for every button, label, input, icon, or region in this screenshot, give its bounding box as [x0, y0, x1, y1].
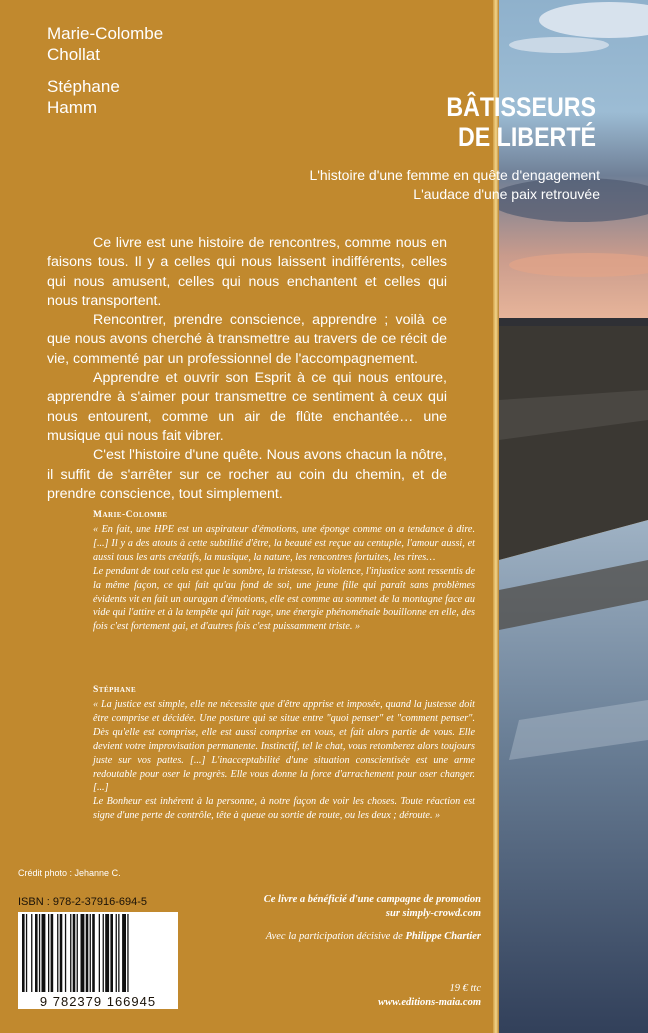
quote-1-paragraph: « En fait, une HPE est un aspirateur d'émotions, une éponge comme on a tendance à dire. [...] Il y a des atouts à cette subtilité d'être, la beauté est reçue au centuple, l'amour aussi, et aussi tous les arts créatifs, la musique, la nature, les rencontres fortuites, les rires… — [93, 524, 475, 563]
barcode-bar — [73, 914, 76, 992]
barcode-bar — [92, 914, 95, 992]
barcode-bar — [116, 914, 117, 992]
barcode-bar — [39, 914, 40, 992]
blurb-paragraph: C'est l'histoire d'une quête. Nous avons chacun la nôtre, il suffit de s'arrêter sur ce rocher au coin du chemin, et de prendre conscience, tout simplement. — [47, 447, 447, 502]
quote-2-paragraph: « La justice est simple, elle ne nécessite que d'être apprise et imposée, quand la justesse doit être comprise et décidée. Une posture qui se situe entre "quoi penser" et "comment penser". Dès qu'elle est comprise, elle est aussi comprise en vous, et fait alors partie de vous. Elle devient votre improvisation permanente. Instinctif, tel le chat, vous retomberez alors toujours juste sur vos pattes. [...] L'inacceptabilité d'une situation conscientisée est une arme redoutable pour oser le progrès. Elle vous donne la force d'arrachement pour oser changer. [...] — [93, 699, 475, 794]
barcode-bar — [81, 914, 85, 992]
barcode-bar — [70, 914, 71, 992]
subtitle-line-1: L'histoire d'une femme en quête d'engagement — [309, 167, 600, 183]
author-2-last: Hamm — [47, 98, 98, 117]
participation-name: Philippe Chartier — [405, 931, 481, 942]
price: 19 € ttc — [449, 983, 481, 994]
isbn: ISBN : 978-2-37916-694-5 — [18, 896, 148, 908]
photo-credit: Crédit photo : Jehanne C. — [18, 868, 121, 878]
author-1-last: Chollat — [47, 45, 100, 64]
barcode-bar — [51, 914, 54, 992]
quote-2-paragraph: Le Bonheur est inhérent à la personne, à notre façon de voir les choses. Toute réaction est signe d'une perte de contrôle, tête à queue ou sortie de route, ou les deux ; déroute. » — [93, 796, 475, 822]
barcode-digits: 9 782379 166945 — [18, 994, 178, 1009]
promo-line-2: sur simply-crowd.com — [385, 908, 481, 919]
blurb-paragraph: Apprendre et ouvrir son Esprit à ce qui nous entoure, apprendre à s'aimer pour transmettre ce sentiment à ceux qui nous entourent, comme un air de flûte enchantée… une musique qui nous fait vibrer. — [47, 370, 447, 444]
quote-1-speaker: Marie-Colombe — [93, 510, 168, 520]
author-1-first: Marie-Colombe — [47, 24, 164, 43]
barcode-bar — [122, 914, 126, 992]
author-1 — [47, 23, 163, 65]
barcode-bar — [110, 914, 113, 992]
quote-1 — [93, 523, 475, 634]
barcode-bar — [48, 914, 49, 992]
author-2 — [47, 76, 120, 118]
barcode-bar — [103, 914, 104, 992]
barcode-bar — [105, 914, 109, 992]
barcode-bar — [65, 914, 66, 992]
barcode-bar — [99, 914, 100, 992]
book-subtitle — [280, 166, 600, 204]
barcode-bar — [26, 914, 27, 992]
barcode-bars — [18, 912, 178, 994]
participation — [266, 930, 481, 944]
barcode-bar — [57, 914, 58, 992]
publisher-website: www.editions-maia.com — [378, 997, 481, 1008]
book-title — [390, 92, 596, 152]
barcode-bar — [118, 914, 119, 992]
barcode-bar — [77, 914, 78, 992]
barcode-bar — [60, 914, 63, 992]
barcode-bar — [22, 914, 25, 992]
blurb-paragraph: Rencontrer, prendre conscience, apprendre ; voilà ce que nous avons cherché à transmettre au travers de ce récit de vie, commenté par un professionnel de l'accompagnement. — [47, 312, 447, 367]
title-line-1: BÂTISSEURS — [446, 92, 596, 122]
quote-2 — [93, 698, 475, 823]
barcode-bar — [42, 914, 46, 992]
barcode — [18, 912, 178, 1007]
cover-photo — [499, 0, 648, 1033]
promo-line-1: Ce livre a bénéficié d'une campagne de promotion — [263, 894, 481, 905]
barcode-bar — [90, 914, 91, 992]
barcode-bar — [86, 914, 89, 992]
subtitle-line-2: L'audace d'une paix retrouvée — [413, 186, 600, 202]
author-2-first: Stéphane — [47, 77, 120, 96]
barcode-bar — [31, 914, 32, 992]
barcode-bar — [35, 914, 38, 992]
quote-1-paragraph: Le pendant de tout cela est que le sombre, la tristesse, la violence, l'injustice sont ressentis de la même façon, ce qui fait qu'au fond de soi, une jeune fille qui paraît sans problèmes évidents vit en fait un ouragan d'émotions, elle est comme au sommet de la montagne face au vide qui l'attire et à la tempête qui fait rage, une énergie phénoménale bouillonne en elle, des fois c'est fortement gai, et d'autres fois c'est puissamment triste. » — [93, 565, 475, 633]
blurb — [47, 234, 447, 504]
barcode-bar — [127, 914, 128, 992]
blurb-paragraph: Ce livre est une histoire de rencontres, comme nous en faisons tous. Il y a celles qui nous laissent indifférents, celles qui nous amusent, celles qui nous enchantent et celles qui nous transportent. — [47, 235, 447, 309]
quote-2-speaker: Stéphane — [93, 685, 137, 695]
participation-prefix: Avec la participation décisive de — [265, 931, 403, 942]
title-line-2: DE LIBERTÉ — [457, 122, 596, 152]
